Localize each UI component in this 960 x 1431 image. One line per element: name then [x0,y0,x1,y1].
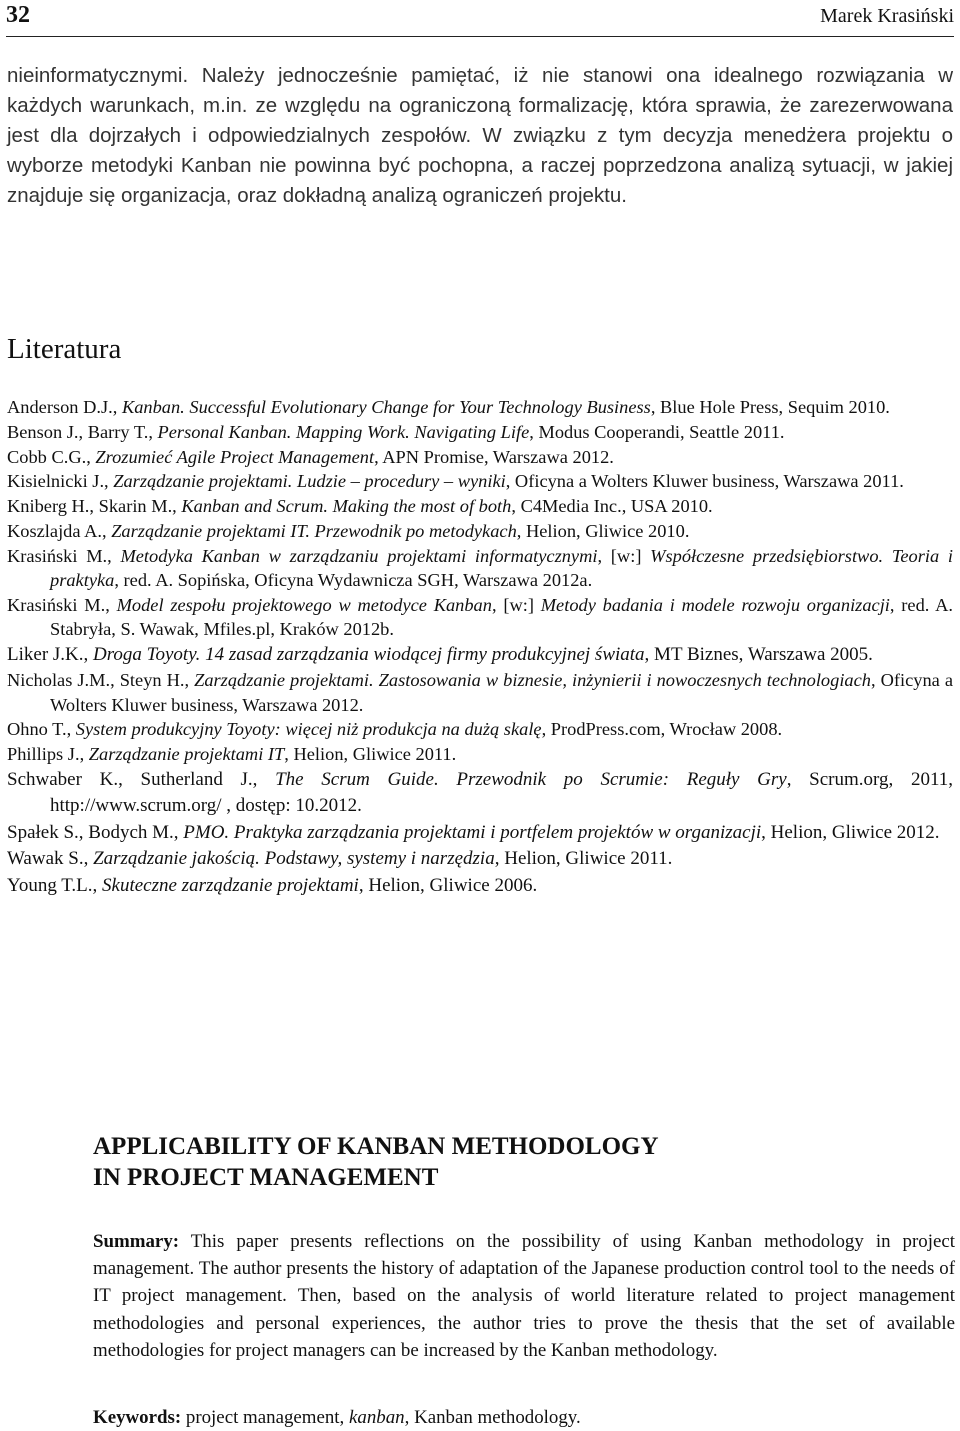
reference-title: Zarządzanie projektami IT. Przewodnik po metodykach [111,520,517,541]
reference-item [7,668,953,716]
reference-title: Zrozumieć Agile Project Management [95,446,375,467]
reference-title: Zarządzanie projektami IT [88,744,285,765]
reference-title: Zarządzanie jakością. Podstawy, systemy i narzędzia [93,848,495,870]
reference-title: Zarządzanie projektami. Ludzie – procedury – wyniki [113,471,506,492]
reference-item [7,717,953,741]
reference-title2: Współczesne przedsiębiorstwo. Teoria i praktyka [50,545,953,590]
literature-heading: Literatura [7,333,122,365]
reference-title: Model zespołu projektowego w metodyce Kanban [116,594,492,615]
reference-rest: , Helion, Gliwice 2010. [516,520,690,541]
summary-label: Summary: [93,1231,180,1252]
reference-rest: , Oficyna a Wolters Kluwer business, Warszawa 2011. [505,471,904,492]
reference-title: Skuteczne zarządzanie projektami [102,874,359,896]
reference-author: Benson J., Barry T., [7,421,158,442]
reference-item [7,820,953,846]
keywords [93,1404,955,1431]
reference-title: Metodyka Kanban w zarządzaniu projektami informatycznymi [120,545,598,566]
reference-item [7,742,953,766]
abstract-title-line-2: IN PROJECT MANAGEMENT [93,1164,439,1191]
reference-mid: , [w:] [491,594,541,615]
reference-title: System produkcyjny Toyoty: więcej niż produkcja na dużą skalę [75,719,542,740]
keywords-part-2: kanban [349,1407,405,1428]
reference-item [7,873,953,899]
reference-rest: , Helion, Gliwice 2006. [358,874,538,896]
keywords-part-1: project management, [181,1407,350,1428]
keywords-part-3: , Kanban methodology. [404,1407,581,1428]
reference-title: Kanban and Scrum. Making the most of both [181,496,512,517]
reference-rest: , Modus Cooperandi, Seattle 2011. [529,421,785,442]
reference-rest: , Helion, Gliwice 2011. [284,744,457,765]
reference-list [7,395,953,899]
reference-item [7,469,953,493]
reference-rest: , ProdPress.com, Wrocław 2008. [541,719,783,740]
running-header [6,0,954,37]
reference-item [7,767,953,819]
keywords-label: Keywords: [93,1407,182,1428]
page-number: 32 [6,2,30,28]
reference-rest: , MT Biznes, Warszawa 2005. [644,643,873,665]
reference-title: The Scrum Guide. Przewodnik po Scrumie: Reguły Gry [275,768,787,790]
reference-item [7,519,953,543]
reference-rest: , Scrum.org, 2011, http://www.scrum.org/ , dostęp: 10.2012. [50,768,953,816]
reference-item [7,395,953,419]
reference-item [7,593,953,641]
reference-rest: , C4Media Inc., USA 2010. [511,496,713,517]
abstract-title [93,1131,659,1193]
reference-author: Wawak S., [7,848,94,870]
summary-text: This paper presents reflections on the possibility of using Kanban methodology in project management. The author presents the history of adaptation of the Japanese production control tool to the needs of IT project management. Then, based on the analysis of world literature related to project management methodologies and personal experiences, the author tries to prove the thesis that the set of available methodologies for project managers can be increased by the Kanban methodology. [93,1231,955,1361]
reference-author: Anderson D.J., [7,397,122,417]
reference-title2: Metody badania i modele rozwoju organizacji [540,594,890,615]
abstract-title-line-1: APPLICABILITY OF KANBAN METHODOLOGY [93,1133,659,1160]
reference-title: Personal Kanban. Mapping Work. Navigating Life [157,421,530,442]
reference-author: Phillips J., [7,744,89,765]
reference-item [7,846,953,872]
reference-rest: , red. A. Stabryła, S. Wawak, Mfiles.pl, Kraków 2012b. [50,594,954,639]
reference-author: Krasiński M., [7,545,121,566]
reference-author: Schwaber K., Sutherland J., [7,768,276,790]
reference-author: Koszlajda A., [7,520,112,541]
reference-item [7,544,953,592]
reference-mid: , [w:] [597,545,651,566]
reference-author: Young T.L., [7,874,103,896]
abstract-summary [93,1228,955,1364]
reference-item [7,642,953,668]
reference-rest: , Helion, Gliwice 2012. [761,821,940,843]
reference-author: Kisielnicki J., [7,471,114,492]
body-text [7,61,953,211]
reference-title: PMO. Praktyka zarządzania projektami i portfelem projektów w organizacji [183,821,762,843]
reference-title: Kanban. Successful Evolutionary Change for Your Technology Business [121,397,651,417]
reference-rest: , Blue Hole Press, Sequim 2010. [650,397,890,417]
reference-author: Ohno T., [7,719,76,740]
reference-author: Krasiński M., [7,594,117,615]
reference-title: Zarządzanie projektami. Zastosowania w biznesie, inżynierii i nowoczesnych technologiach [194,670,871,691]
reference-author: Spałek S., Bodych M., [7,821,184,843]
reference-rest: , red. A. Sopińska, Oficyna Wydawnicza SGH, Warszawa 2012a. [114,569,593,590]
running-header-author: Marek Krasiński [820,5,954,27]
reference-title: Droga Toyoty. 14 zasad zarządzania wiodącej firmy produkcyjnej świata [93,643,645,665]
reference-item [7,445,953,469]
reference-author: Cobb C.G., [7,446,96,467]
reference-author: Liker J.K., [7,643,94,665]
reference-item [7,420,953,444]
reference-author: Kniberg H., Skarin M., [7,496,182,517]
reference-author: Nicholas J.M., Steyn H., [7,670,195,691]
body-paragraph: nieinformatycznymi. Należy jednocześnie pamiętać, iż nie stanowi ona idealnego rozwiązania w każdych warunkach, m.in. ze względu na ograniczoną formalizację, która sprawia, że zarezerwowana jest dla dojrzałych i odpowiedzialnych zespołów. W związku z tym decyzja menedżera projektu o wyborze metodyki Kanban nie powinna być pochopna, a raczej poprzedzona analizą sytuacji, w jakiej znajduje się organizacja, oraz dokładną analizą ograniczeń projektu. [7,64,953,207]
reference-rest: , APN Promise, Warszawa 2012. [374,446,614,467]
reference-item [7,494,953,518]
reference-rest: , Oficyna a Wolters Kluwer business, Warszawa 2012. [50,670,954,715]
reference-rest: , Helion, Gliwice 2011. [494,848,673,870]
